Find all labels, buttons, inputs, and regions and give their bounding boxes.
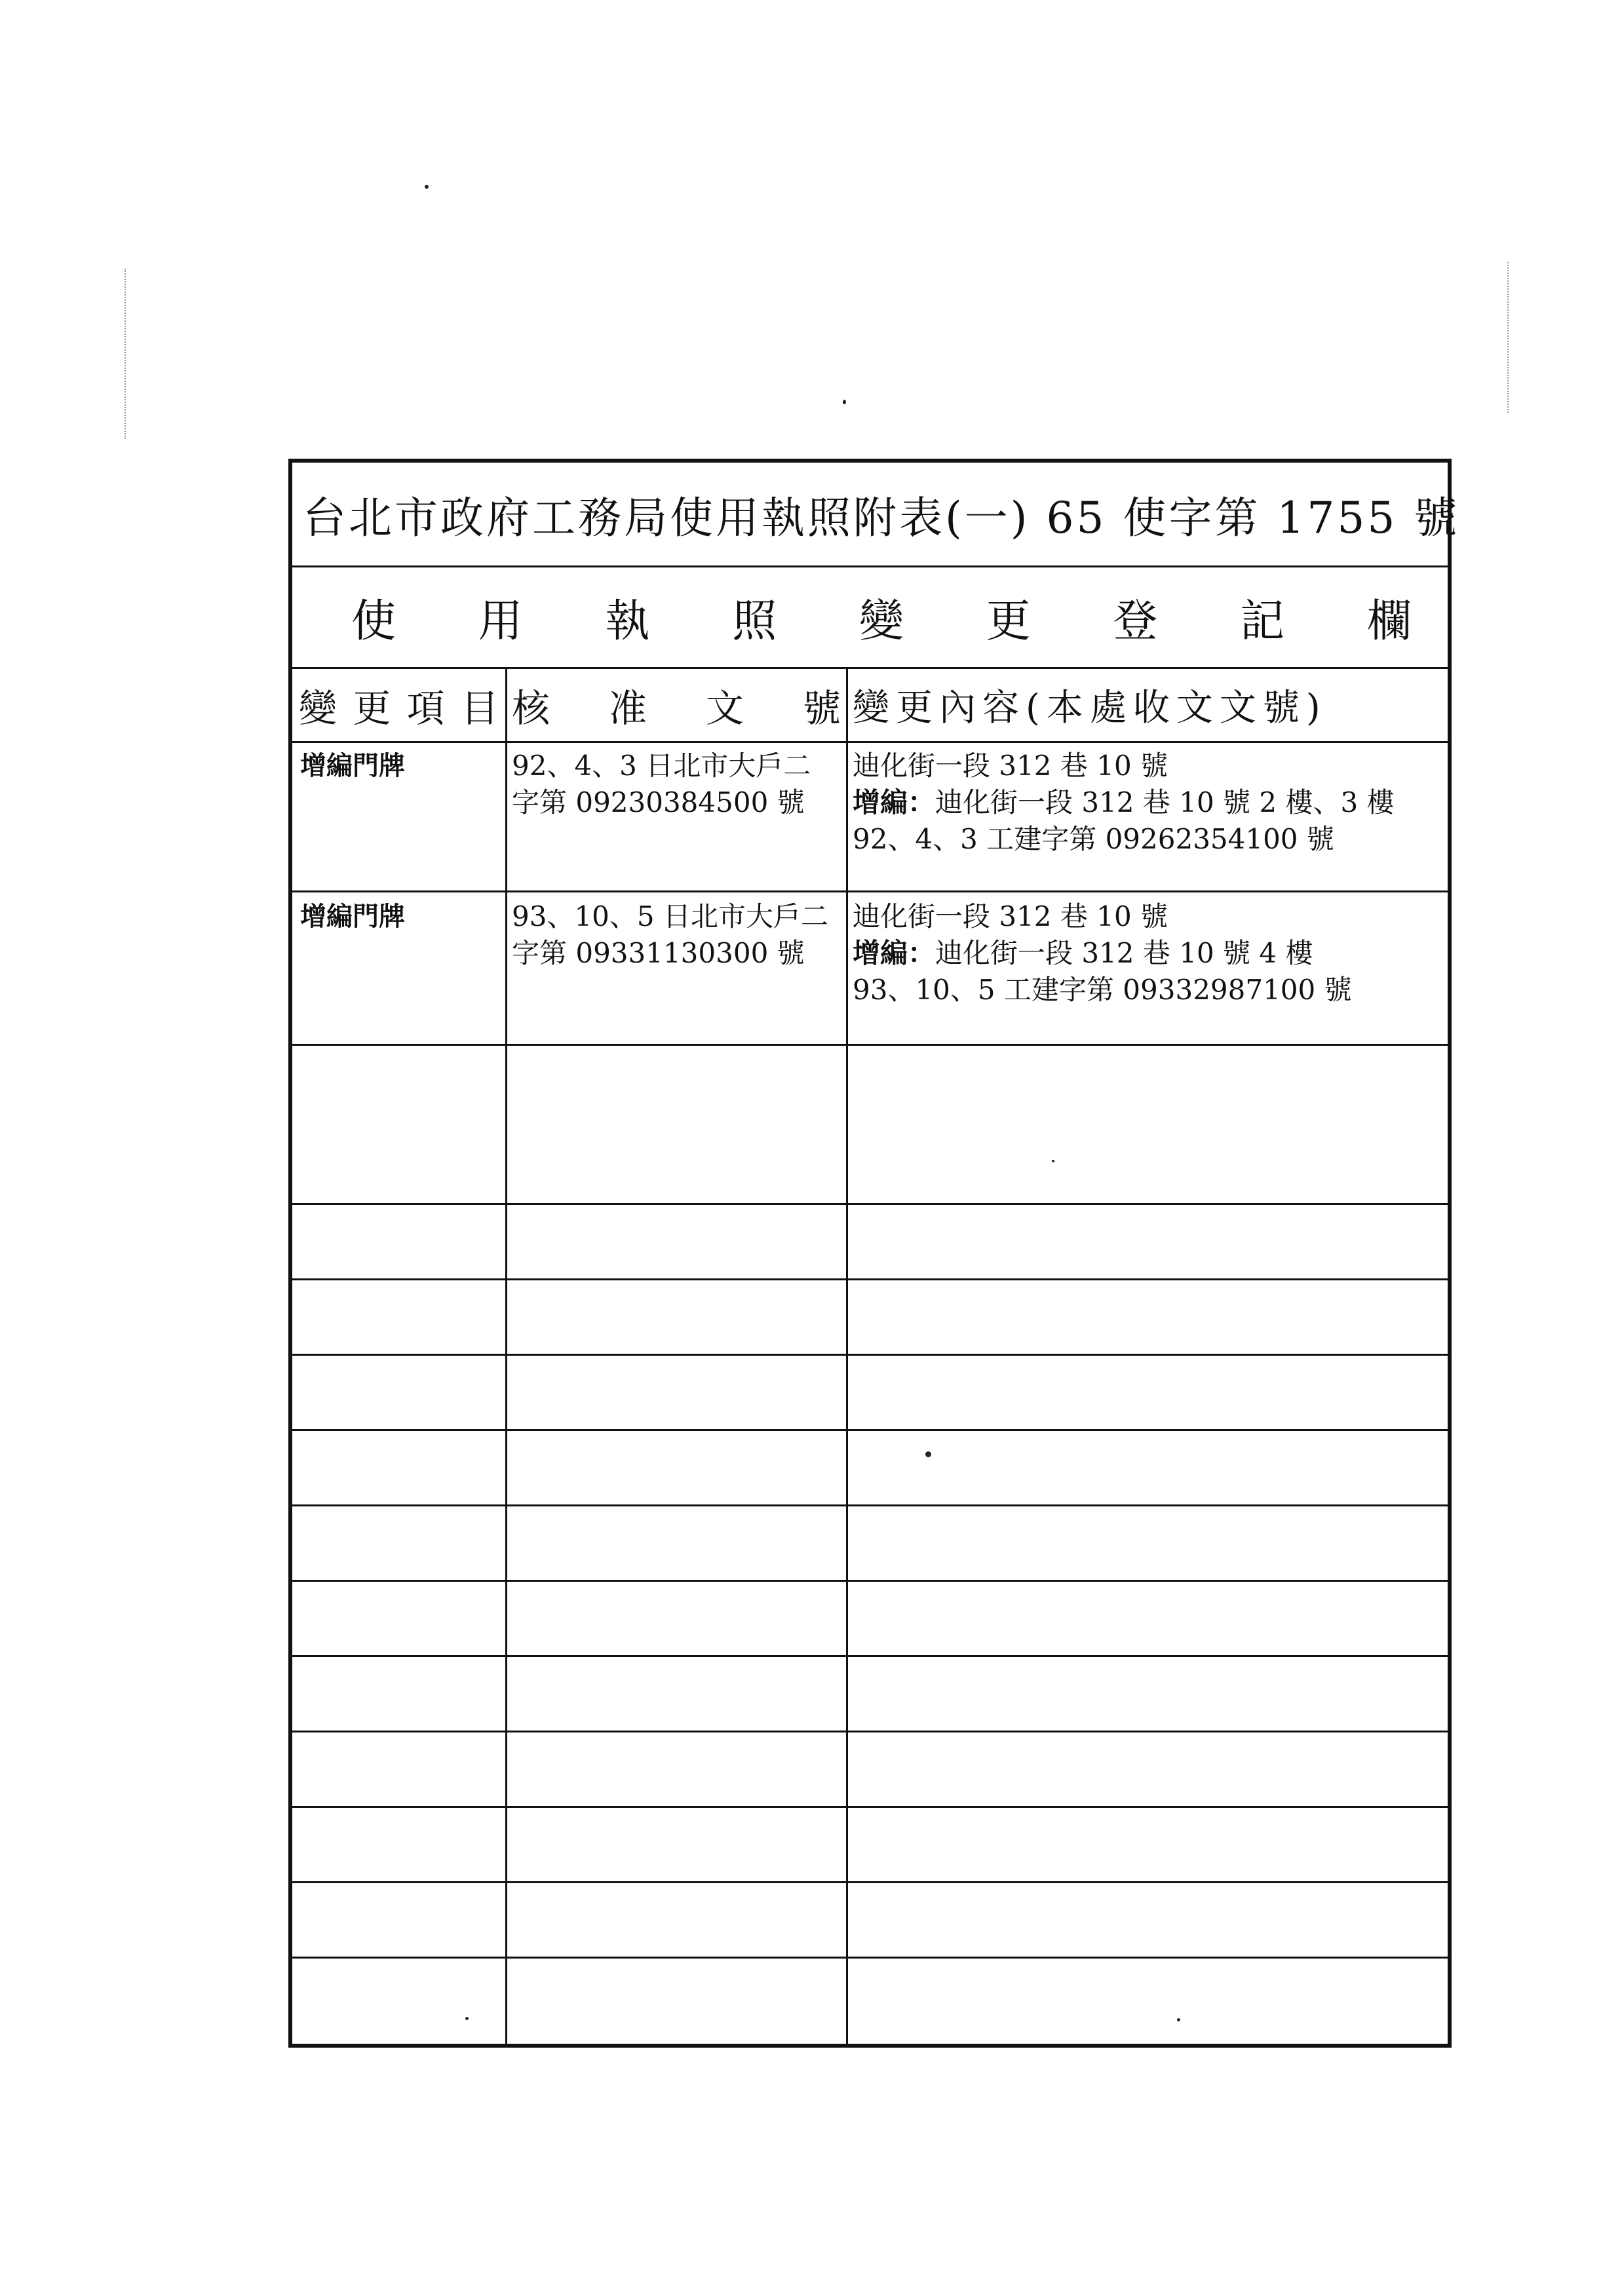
scan-speck xyxy=(843,400,846,404)
header-char: 號 xyxy=(802,686,841,731)
change-table xyxy=(292,669,1448,2044)
row-divider xyxy=(292,1354,1448,1356)
row-divider xyxy=(292,1044,1448,1046)
header-char: 目 xyxy=(460,686,499,731)
change-content-cell xyxy=(853,898,1352,1008)
row-divider xyxy=(292,1806,1448,1808)
section-heading-char: 登 xyxy=(1113,595,1158,647)
approval-number-cell xyxy=(512,748,811,821)
content-line xyxy=(853,972,1352,1008)
section-heading xyxy=(292,586,1448,649)
approval-line: 92、4、3 日北市大戶二 xyxy=(512,750,811,782)
row-divider xyxy=(292,1580,1448,1582)
row-divider xyxy=(292,1881,1448,1883)
content-line xyxy=(853,784,1395,821)
row-divider xyxy=(292,1203,1448,1205)
section-heading-char: 更 xyxy=(986,595,1031,647)
header-char: 變 xyxy=(299,686,338,731)
approval-line: 字第 09230384500 號 xyxy=(512,786,805,818)
change-content-cell xyxy=(853,748,1395,858)
row-divider xyxy=(292,1731,1448,1732)
section-heading-row xyxy=(292,567,1448,669)
header-approval-number xyxy=(512,669,841,741)
approval-line: 93、10、5 日北市大戶二 xyxy=(512,900,828,932)
row-divider xyxy=(292,890,1448,892)
scan-edge-mark xyxy=(1507,262,1510,413)
approval-line: 字第 09331130300 號 xyxy=(512,937,805,969)
title-row xyxy=(292,463,1460,567)
section-heading-char: 記 xyxy=(1240,595,1285,647)
header-char: 核 xyxy=(512,686,550,731)
content-line xyxy=(853,898,1352,935)
column-divider xyxy=(846,669,848,2044)
row-divider xyxy=(292,1429,1448,1431)
header-char: 更 xyxy=(353,686,391,731)
scan-edge-mark xyxy=(125,269,127,439)
row-divider xyxy=(292,1278,1448,1280)
approval-number-cell xyxy=(512,898,828,972)
registration-sheet xyxy=(288,459,1460,2048)
content-prefix: 增編： xyxy=(853,937,936,969)
header-change-item xyxy=(299,669,499,741)
content-text: 迪化街一段 312 巷 10 號 xyxy=(853,900,1168,932)
change-item-cell: 增編門牌 xyxy=(300,901,405,932)
column-divider xyxy=(505,669,507,2044)
section-heading-char: 用 xyxy=(478,595,523,647)
content-text: 93、10、5 工建字第 09332987100 號 xyxy=(853,974,1352,1006)
section-heading-char: 執 xyxy=(605,595,650,647)
row-divider xyxy=(292,741,1448,743)
content-text: 迪化街一段 312 巷 10 號 2 樓、3 樓 xyxy=(935,786,1395,818)
content-text: 迪化街一段 312 巷 10 號 xyxy=(853,750,1168,782)
content-line xyxy=(853,935,1352,972)
header-char: 准 xyxy=(608,686,647,731)
content-text: 92、4、3 工建字第 09262354100 號 xyxy=(853,823,1334,855)
section-heading-char: 使 xyxy=(351,595,396,647)
content-line xyxy=(853,821,1395,858)
header-char: 項 xyxy=(406,686,445,731)
row-divider xyxy=(292,1504,1448,1506)
section-heading-char: 欄 xyxy=(1366,595,1412,647)
document-title: 台北市政府工務局使用執照附表(一) 65 使字第 1755 號 xyxy=(303,493,1460,543)
header-char: 文 xyxy=(705,686,744,731)
content-line xyxy=(853,748,1395,784)
row-divider xyxy=(292,1957,1448,1959)
section-heading-char: 變 xyxy=(858,595,904,647)
scan-speck xyxy=(425,185,429,189)
row-divider xyxy=(292,1655,1448,1657)
content-prefix: 增編： xyxy=(853,786,936,818)
section-heading-char: 照 xyxy=(732,595,777,647)
header-change-content: 變更內容(本處收文文號) xyxy=(853,687,1327,729)
change-item-cell: 增編門牌 xyxy=(300,750,405,781)
content-text: 迪化街一段 312 巷 10 號 4 樓 xyxy=(935,937,1313,969)
